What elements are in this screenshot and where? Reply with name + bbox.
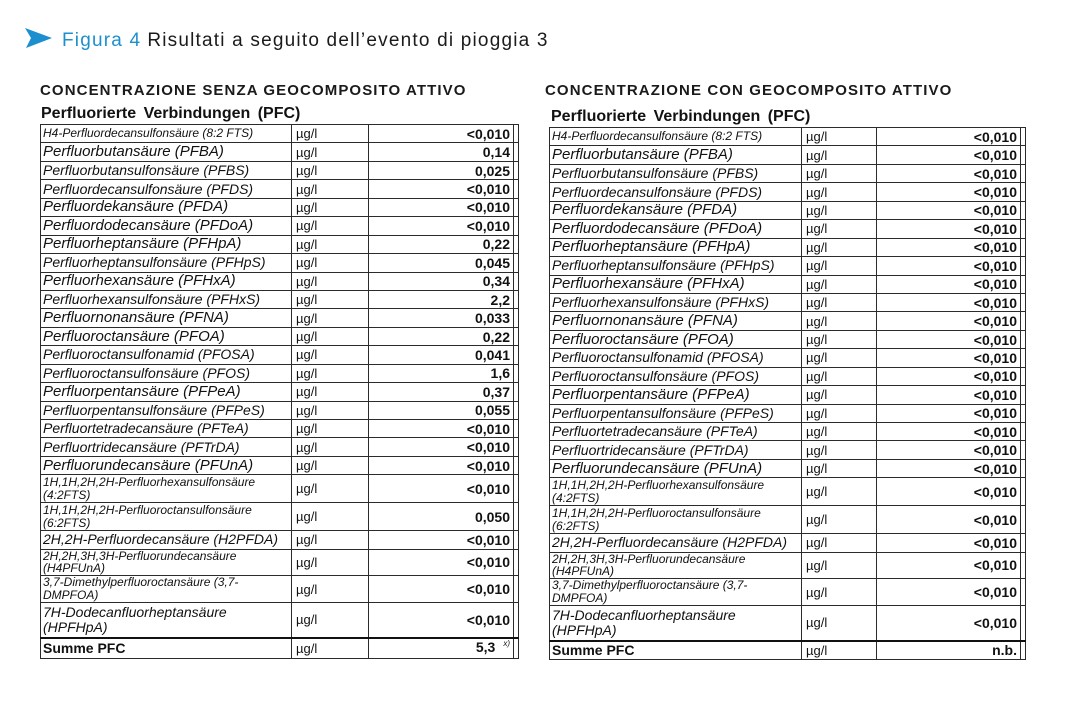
substance-name: Perfluortetradecansäure (PFTeA) [550,423,802,441]
unit-label: µg/l [802,164,877,182]
concentration-value: <0,010 [877,386,1021,404]
unit-label: µg/l [292,530,369,549]
concentration-value: <0,010 [877,275,1021,293]
unit-label: µg/l [802,386,877,404]
concentration-value: 0,34 [369,272,514,290]
unit-label: µg/l [292,125,369,143]
table-row [41,198,519,216]
substance-name: Perfluordecansulfonsäure (PFDS) [41,180,292,198]
concentration-value: <0,010 [877,201,1021,219]
substance-name: 7H-Dodecanfluorheptansäure (HPFHpA) [550,606,802,641]
spacer-cell [1021,164,1026,182]
unit-label: µg/l [802,312,877,330]
table-row [41,309,519,327]
spacer-cell [514,503,519,531]
table-row [550,404,1026,422]
spacer-cell [514,576,519,603]
concentration-value: <0,010 [877,606,1021,641]
concentration-value: <0,010 [877,552,1021,578]
spacer-cell [514,161,519,179]
substance-name: 7H-Dodecanfluorheptansäure (HPFHpA) [41,603,292,638]
table-body [550,128,1026,660]
table-row [550,459,1026,477]
substance-name: Perfluordodecansäure (PFDoA) [550,220,802,238]
spacer-cell [514,530,519,549]
table-row [550,478,1026,506]
concentration-value: <0,010 [877,367,1021,385]
table-row [550,367,1026,385]
spacer-cell [514,272,519,290]
concentration-value: 0,055 [369,401,514,419]
unit-label: µg/l [802,257,877,275]
spacer-cell [514,198,519,216]
table-row [41,125,519,143]
substance-name: Perfluortetradecansäure (PFTeA) [41,420,292,438]
substance-name: Perfluortridecansäure (PFTrDA) [550,441,802,459]
spacer-cell [1021,478,1026,506]
table-row [41,217,519,235]
concentration-value: 0,22 [369,327,514,345]
spacer-cell [1021,423,1026,441]
spacer-cell [1021,312,1026,330]
table-row [550,275,1026,293]
concentration-value: <0,010 [369,420,514,438]
spacer-cell [1021,238,1026,256]
pfc-table-senza-geocomposito [40,124,519,659]
concentration-value: <0,010 [369,530,514,549]
table-row [550,128,1026,146]
table-row [550,164,1026,182]
table-row [550,257,1026,275]
concentration-value: 0,050 [369,503,514,531]
unit-label: µg/l [292,346,369,364]
unit-label: µg/l [802,506,877,534]
concentration-value: 0,14 [369,143,514,161]
spacer-cell [1021,386,1026,404]
substance-name: Perfluordodecansäure (PFDoA) [41,217,292,235]
substance-name: Perfluorpentansäure (PFPeA) [550,386,802,404]
spacer-cell [514,549,519,575]
substance-name: 1H,1H,2H,2H-Perfluoroctansulfonsäure (6:2FTS) [41,503,292,531]
concentration-value: <0,010 [369,549,514,575]
table-title: Perfluorierte Verbindungen (PFC) [551,108,811,125]
unit-label: µg/l [292,235,369,253]
table-row [41,503,519,531]
table-row [41,530,519,549]
spacer-cell [514,420,519,438]
table-row [41,327,519,345]
substance-name: Perfluorbutansäure (PFBA) [550,146,802,164]
spacer-cell [1021,641,1026,660]
spacer-cell [1021,404,1026,422]
substance-name: Perfluorhexansulfonsäure (PFHxS) [41,290,292,308]
substance-name: H4-Perfluordecansulfonsäure (8:2 FTS) [550,128,802,146]
table-row [550,330,1026,348]
concentration-value: <0,010 [877,312,1021,330]
table-row [550,386,1026,404]
figure-caption: Risultati a seguito dell’evento di pioggia 3 [147,30,549,51]
unit-label: µg/l [802,349,877,367]
unit-label: µg/l [292,438,369,456]
total-value: n.b. [992,642,1017,659]
substance-name: Perfluorbutansäure (PFBA) [41,143,292,161]
spacer-cell [514,290,519,308]
table-row [550,579,1026,606]
substance-name: Perfluorpentansäure (PFPeA) [41,383,292,401]
concentration-value: <0,010 [369,475,514,503]
concentration-value: <0,010 [877,404,1021,422]
total-row [41,638,519,659]
substance-name: 1H,1H,2H,2H-Perfluoroctansulfonsäure (6:2FTS) [550,506,802,534]
total-value: 5,3 [475,638,496,655]
unit-label: µg/l [802,367,877,385]
table-row [41,420,519,438]
spacer-cell [1021,128,1026,146]
concentration-value: 0,22 [369,235,514,253]
unit-label: µg/l [802,293,877,311]
unit-label: µg/l [802,404,877,422]
spacer-cell [514,364,519,382]
concentration-value: <0,010 [877,220,1021,238]
concentration-value: <0,010 [877,293,1021,311]
concentration-value: <0,010 [877,238,1021,256]
concentration-value: <0,010 [369,198,514,216]
unit-label: µg/l [802,220,877,238]
table-row [41,401,519,419]
spacer-cell [514,309,519,327]
unit-label: µg/l [802,579,877,606]
unit-label: µg/l [292,456,369,474]
spacer-cell [1021,533,1026,552]
unit-label: µg/l [292,217,369,235]
table-row [41,475,519,503]
concentration-value: 1,6 [369,364,514,382]
substance-name: Perfluorhexansulfonsäure (PFHxS) [550,293,802,311]
concentration-value: 0,041 [369,346,514,364]
table-row [41,576,519,603]
spacer-cell [1021,506,1026,534]
substance-name: Perfluorheptansäure (PFHpA) [41,235,292,253]
spacer-cell [514,438,519,456]
arrow-right-icon [25,28,52,48]
concentration-value: 0,033 [369,309,514,327]
concentration-value: <0,010 [877,533,1021,552]
spacer-cell [1021,459,1026,477]
concentration-value: <0,010 [369,438,514,456]
table-row [550,552,1026,578]
table-row [41,254,519,272]
substance-name: Perfluorbutansulfonsäure (PFBS) [41,161,292,179]
spacer-cell [514,143,519,161]
table-row [550,506,1026,534]
table-row [41,272,519,290]
concentration-value: <0,010 [877,441,1021,459]
total-unit: µg/l [802,641,877,660]
spacer-cell [1021,606,1026,641]
total-label: Summe PFC [41,638,292,659]
unit-label: µg/l [292,401,369,419]
concentration-value: <0,010 [877,478,1021,506]
substance-name: Perfluorheptansulfonsäure (PFHpS) [550,257,802,275]
table-row [550,146,1026,164]
table-row [41,603,519,638]
unit-label: µg/l [292,180,369,198]
unit-label: µg/l [292,161,369,179]
table-row [550,533,1026,552]
spacer-cell [1021,330,1026,348]
footnote-marker: x) [503,638,510,648]
spacer-cell [1021,349,1026,367]
spacer-cell [514,603,519,638]
spacer-cell [514,254,519,272]
substance-name: Perfluornonansäure (PFNA) [41,309,292,327]
total-label: Summe PFC [550,641,802,660]
unit-label: µg/l [802,552,877,578]
substance-name: Perfluorundecansäure (PFUnA) [41,456,292,474]
table-row [550,312,1026,330]
substance-name: Perfluorbutansulfonsäure (PFBS) [550,164,802,182]
substance-name: Perfluorheptansäure (PFHpA) [550,238,802,256]
substance-name: 2H,2H,3H,3H-Perfluorundecansäure (H4PFUnA) [41,549,292,575]
substance-name: 3,7-Dimethylperfluoroctansäure (3,7- DMPFOA) [550,579,802,606]
unit-label: µg/l [292,364,369,382]
substance-name: Perfluoroctansulfonsäure (PFOS) [550,367,802,385]
table-row [550,423,1026,441]
unit-label: µg/l [802,128,877,146]
concentration-value: <0,010 [877,146,1021,164]
unit-label: µg/l [802,238,877,256]
concentration-value: <0,010 [369,180,514,198]
spacer-cell [514,638,519,659]
spacer-cell [514,327,519,345]
unit-label: µg/l [292,327,369,345]
unit-label: µg/l [292,503,369,531]
concentration-value: 0,37 [369,383,514,401]
table-title: Perfluorierte Verbindungen (PFC) [41,105,301,122]
unit-label: µg/l [802,441,877,459]
spacer-cell [1021,293,1026,311]
concentration-value: 0,045 [369,254,514,272]
unit-label: µg/l [292,475,369,503]
unit-label: µg/l [802,423,877,441]
substance-name: Perfluordekansäure (PFDA) [550,201,802,219]
substance-name: Perfluoroctansulfonamid (PFOSA) [550,349,802,367]
spacer-cell [1021,441,1026,459]
substance-name: Perfluorhexansäure (PFHxA) [550,275,802,293]
spacer-cell [1021,367,1026,385]
substance-name: 2H,2H-Perfluordecansäure (H2PFDA) [41,530,292,549]
pfc-table-con-geocomposito [549,127,1026,660]
unit-label: µg/l [802,201,877,219]
section-heading-senza: CONCENTRAZIONE SENZA GEOCOMPOSITO ATTIVO [40,82,467,99]
concentration-value: 0,025 [369,161,514,179]
substance-name: Perfluordekansäure (PFDA) [41,198,292,216]
substance-name: Perfluordecansulfonsäure (PFDS) [550,183,802,201]
figure-title [62,30,549,52]
table-row [41,143,519,161]
concentration-value: <0,010 [877,257,1021,275]
table-row [41,290,519,308]
spacer-cell [514,456,519,474]
table-row [41,161,519,179]
unit-label: µg/l [292,603,369,638]
substance-name: 1H,1H,2H,2H-Perfluorhexansulfonsäure (4:2FTS) [550,478,802,506]
table-row [550,238,1026,256]
substance-name: Perfluortridecansäure (PFTrDA) [41,438,292,456]
spacer-cell [1021,579,1026,606]
spacer-cell [1021,201,1026,219]
concentration-value: <0,010 [877,506,1021,534]
spacer-cell [1021,146,1026,164]
substance-name: Perfluoroctansäure (PFOA) [550,330,802,348]
substance-name: Perfluorhexansäure (PFHxA) [41,272,292,290]
substance-name: Perfluoroctansulfonamid (PFOSA) [41,346,292,364]
substance-name: Perfluorundecansäure (PFUnA) [550,459,802,477]
substance-name: 1H,1H,2H,2H-Perfluorhexansulfonsäure (4:2FTS) [41,475,292,503]
unit-label: µg/l [292,576,369,603]
spacer-cell [1021,275,1026,293]
concentration-value: <0,010 [369,217,514,235]
spacer-cell [514,125,519,143]
unit-label: µg/l [292,254,369,272]
total-row [550,641,1026,660]
figure-number: Figura 4 [62,30,142,51]
table-row [41,438,519,456]
unit-label: µg/l [802,275,877,293]
substance-name: H4-Perfluordecansulfonsäure (8:2 FTS) [41,125,292,143]
unit-label: µg/l [292,309,369,327]
substance-name: Perfluoroctansulfonsäure (PFOS) [41,364,292,382]
concentration-value: <0,010 [877,183,1021,201]
unit-label: µg/l [292,198,369,216]
substance-name: Perfluorpentansulfonsäure (PFPeS) [550,404,802,422]
substance-name: Perfluornonansäure (PFNA) [550,312,802,330]
unit-label: µg/l [292,420,369,438]
table-row [41,383,519,401]
table-row [550,293,1026,311]
spacer-cell [514,217,519,235]
concentration-value: <0,010 [369,456,514,474]
table-row [41,180,519,198]
concentration-value: <0,010 [877,423,1021,441]
table-row [41,456,519,474]
concentration-value: <0,010 [877,459,1021,477]
spacer-cell [514,383,519,401]
unit-label: µg/l [292,143,369,161]
spacer-cell [1021,220,1026,238]
concentration-value: 2,2 [369,290,514,308]
concentration-value: <0,010 [877,579,1021,606]
substance-name: Perfluoroctansäure (PFOA) [41,327,292,345]
substance-name: 2H,2H,3H,3H-Perfluorundecansäure (H4PFUnA) [550,552,802,578]
spacer-cell [514,235,519,253]
table-row [41,364,519,382]
table-row [550,183,1026,201]
concentration-value: <0,010 [369,576,514,603]
spacer-cell [1021,552,1026,578]
spacer-cell [514,401,519,419]
table-row [550,220,1026,238]
concentration-value: <0,010 [877,164,1021,182]
total-unit: µg/l [292,638,369,659]
table-row [550,441,1026,459]
spacer-cell [514,180,519,198]
section-heading-con: CONCENTRAZIONE CON GEOCOMPOSITO ATTIVO [545,82,953,99]
unit-label: µg/l [292,383,369,401]
substance-name: 3,7-Dimethylperfluoroctansäure (3,7- DMPFOA) [41,576,292,603]
table-body [41,125,519,659]
table-row [550,349,1026,367]
table-row [41,346,519,364]
spacer-cell [1021,257,1026,275]
table-row [550,201,1026,219]
spacer-cell [514,475,519,503]
concentration-value: <0,010 [369,603,514,638]
spacer-cell [514,346,519,364]
substance-name: Perfluorheptansulfonsäure (PFHpS) [41,254,292,272]
table-row [41,549,519,575]
unit-label: µg/l [292,549,369,575]
total-value-cell [877,641,1021,660]
unit-label: µg/l [802,330,877,348]
spacer-cell [1021,183,1026,201]
concentration-value: <0,010 [877,330,1021,348]
table-row [550,606,1026,641]
unit-label: µg/l [802,478,877,506]
concentration-value: <0,010 [877,349,1021,367]
unit-label: µg/l [292,290,369,308]
unit-label: µg/l [802,146,877,164]
substance-name: Perfluorpentansulfonsäure (PFPeS) [41,401,292,419]
unit-label: µg/l [802,606,877,641]
substance-name: 2H,2H-Perfluordecansäure (H2PFDA) [550,533,802,552]
unit-label: µg/l [802,183,877,201]
unit-label: µg/l [292,272,369,290]
total-value-cell [369,638,514,659]
unit-label: µg/l [802,533,877,552]
unit-label: µg/l [802,459,877,477]
concentration-value: <0,010 [877,128,1021,146]
concentration-value: <0,010 [369,125,514,143]
table-row [41,235,519,253]
